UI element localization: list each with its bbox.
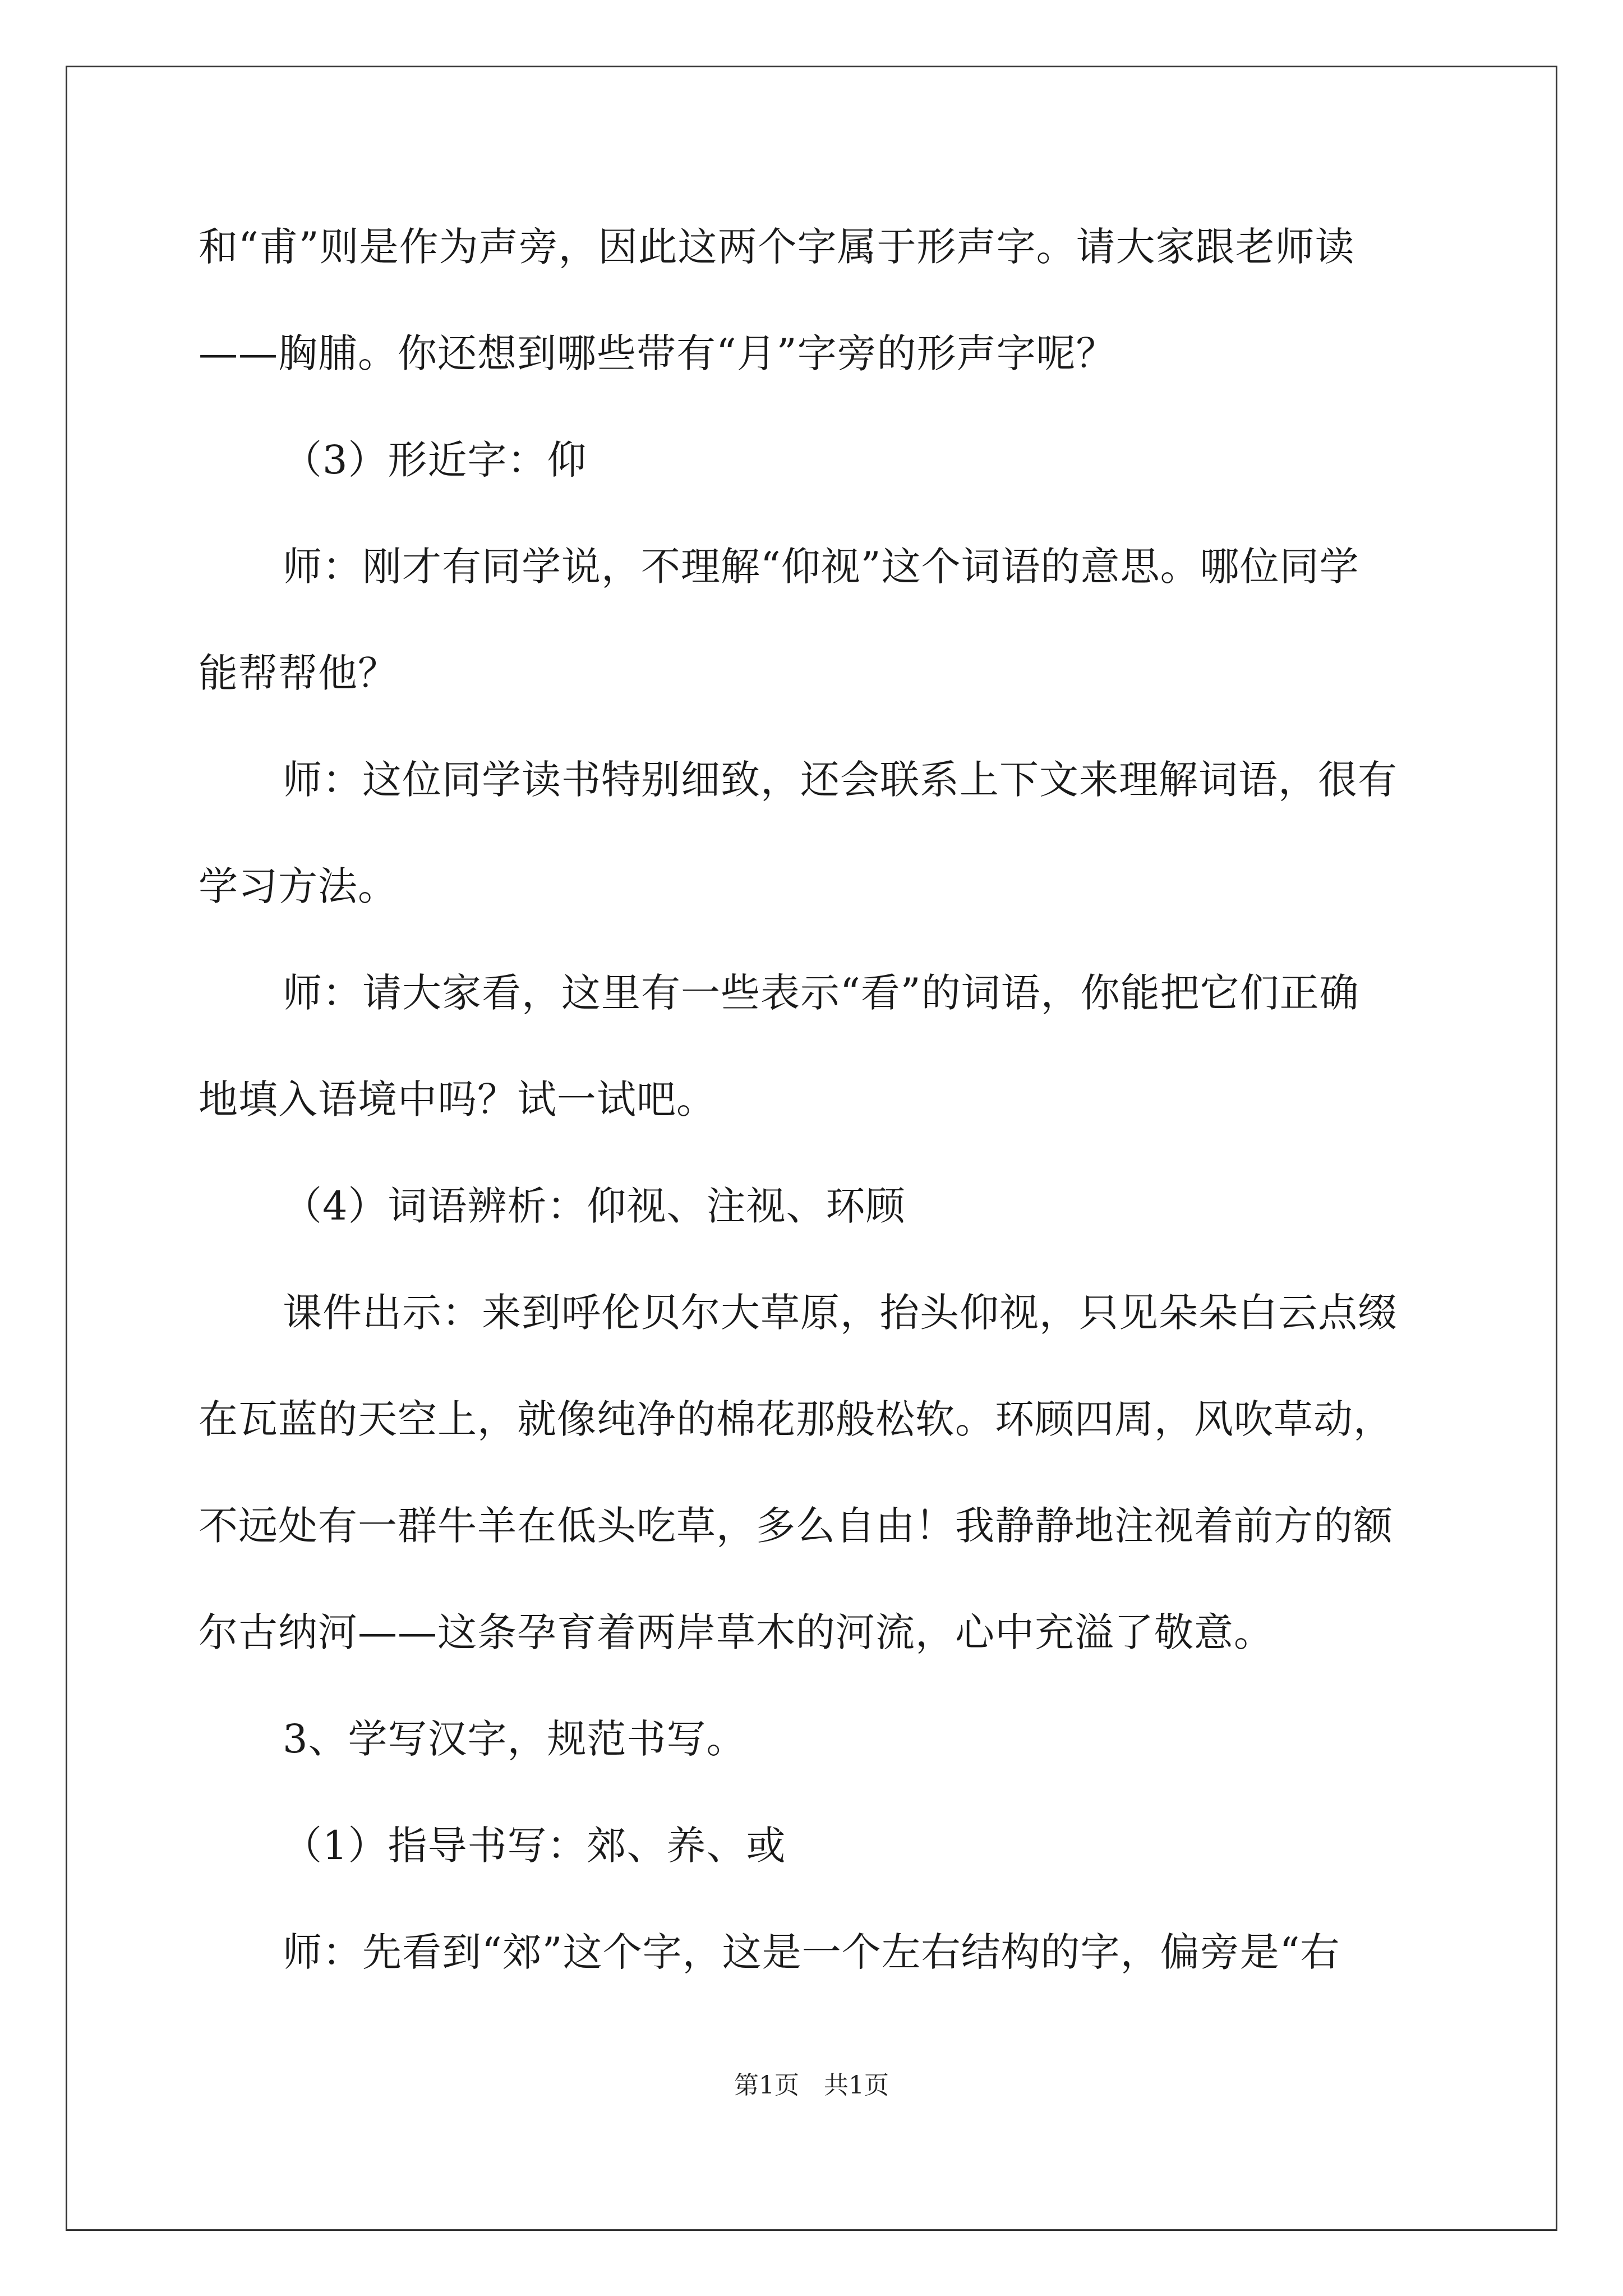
text-line: 师：先看到“郊”这个字，这是一个左右结构的字，偏旁是“右 <box>283 1929 1340 1975</box>
text-line: 在瓦蓝的天空上，就像纯净的棉花那般松软。环顾四周，风吹草动， <box>199 1396 1393 1442</box>
text-line: 地填入语境中吗？试一试吧。 <box>199 1076 716 1122</box>
text-line: 学习方法。 <box>199 863 398 909</box>
text-line: 课件出示：来到呼伦贝尔大草原，抬头仰视，只见朵朵白云点缀 <box>283 1290 1398 1336</box>
text-line: ——胸脯。你还想到哪些带有“月”字旁的形声字呢？ <box>199 330 1116 376</box>
text-line: 师：请大家看，这里有一些表示“看”的词语，你能把它们正确 <box>283 970 1359 1016</box>
section-heading: （3）形近字：仰 <box>283 437 587 483</box>
page-border <box>66 66 1557 2231</box>
text-line: 能帮帮他？ <box>199 650 398 696</box>
section-heading: （1）指导书写：郊、养、或 <box>283 1823 786 1869</box>
page-footer: 第1页 共1页 <box>734 2071 889 2100</box>
text-line: 和“甫”则是作为声旁，因此这两个字属于形声字。请大家跟老师读 <box>199 224 1355 270</box>
text-line: 不远处有一群牛羊在低头吃草，多么自由！我静静地注视着前方的额 <box>199 1503 1393 1549</box>
section-heading: 3、学写汉字，规范书写。 <box>283 1716 746 1762</box>
text-line: 师：刚才有同学说，不理解“仰视”这个词语的意思。哪位同学 <box>283 544 1359 590</box>
text-line: 尔古纳河——这条孕育着两岸草木的河流，心中充溢了敬意。 <box>199 1609 1274 1655</box>
section-heading: （4）词语辨析：仰视、注视、环顾 <box>283 1183 906 1229</box>
text-line: 师：这位同学读书特别细致，还会联系上下文来理解词语，很有 <box>283 757 1398 803</box>
